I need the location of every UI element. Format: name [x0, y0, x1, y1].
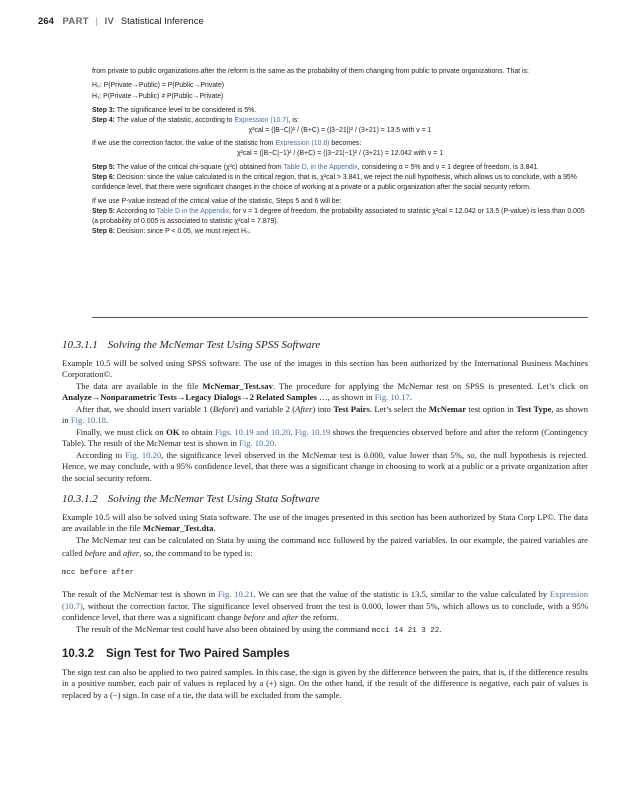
code-snippet: mcc before after	[62, 568, 135, 577]
part-numeral: IV	[104, 16, 115, 27]
figure-link[interactable]: Fig. 10.20	[125, 449, 162, 460]
paragraph: The McNemar test can be calculated on Stata by using the command mcc followed by the paired variables. In our example, the paired variables are called before and after, so, the command to be typed is:	[62, 534, 588, 558]
part-label: PART	[62, 16, 89, 27]
table-d-appendix-link[interactable]: Table D in the Appendix	[156, 207, 230, 215]
step-6: Step 6: Decision: since the value calculated is in the critical region, that is, χ²cal > 3.841, we reject the null hypothesis, which allows us to conclude, with a 95% confidence level, that there were significant changes in the choice of working at a private or a public organization after the social security reform.	[92, 174, 577, 192]
box-bottom-rule	[92, 317, 588, 318]
expression-10-8-link[interactable]: Expression (10.8)	[275, 140, 330, 148]
paragraph: Example 10.5 will also be solved using Stata software. The use of the images presented in this section has been authorized by Stata Corp LP©. The data are available in the file McNemar_Test.dta.	[62, 511, 588, 533]
paragraph: The sign test can also be applied to two paired samples. In this case, the sign is given by the difference between the pairs, that is, if the difference results in a positive number, each pair of values is replaced by a (+) sign. On the other hand, if the result of the difference is negative, each pair of values is replaced by a (−) sign. In case of a tie, the data will be excluded from the sample.	[62, 666, 588, 700]
step-5: Step 5: The value of the critical chi-square (χ²c) obtained from Table D, in the Appendix, considering α = 5% and ν = 1 degree of freedom, is 3.841.	[92, 164, 540, 172]
pvalue-step-5: Step 5: According to Table D in the Appendix, for ν = 1 degree of freedom, the probability associated to statistic χ²cal = 12.042 or 13.5 (P-value) is less than 0.005 (a probability of 0.005 is associated to statistic χ²cal = 7.879).	[92, 207, 585, 225]
paragraph: Finally, we must click on OK to obtain Figs. 10.19 and 10.20. Fig. 10.19 shows the frequencies observed before and after the reform (Contingency Table). The result of the McNemar test is shown in Fig. 10.20.	[62, 426, 589, 448]
paragraph: The result of the McNemar test could have also been obtained by using the command mcci 14 21 3 22.	[76, 623, 442, 635]
paragraph: The result of the McNemar test is shown in Fig. 10.21. We can see that the value of the statistic is 13.5, similar to the value calculated by Expression (10.7), without the correction factor. The significance level observed from the test is 0.000, lower than 5%, which allows us to conclude, with a 95% confidence level, that there was a significant change before and after the reform.	[62, 589, 589, 622]
pvalue-intro: If we use P-value instead of the critical value of the statistic, Steps 5 and 6 will be:	[92, 197, 342, 205]
expression-10-7-link[interactable]: Expression (10.7)	[234, 116, 289, 124]
figure-link[interactable]: Fig. 10.20	[239, 438, 275, 448]
paragraph: After that, we should insert variable 1 (Before) and variable 2 (After) into Test Pairs. Let’s select the McNemar test option in Test Type, as shown in Fig. 10.18.	[62, 403, 588, 425]
alt-hypothesis: H₁: P(Private→Public) ≠ P(Public→Private)	[92, 92, 224, 100]
figure-link[interactable]: Fig. 10.18	[70, 415, 106, 425]
figure-link[interactable]: Fig. 10.17	[374, 392, 410, 402]
pvalue-step-6: Step 6: Decision: since P < 0.05, we must reject H₀.	[92, 227, 251, 235]
null-hypothesis: H₀: P(Private→Public) = P(Public→Private)	[92, 81, 225, 89]
part-title: Statistical Inference	[120, 16, 204, 27]
equation-corrected: χ²cal = (|B−C|−1)² / (B+C) = (|3−21|−1)² / (3+21) = 12.042 with ν = 1	[236, 150, 444, 158]
figure-link[interactable]: Fig. 10.21	[217, 589, 254, 599]
box-intro: from private to public organizations after the reform is the same as the probability of them changing from public to private organizations. That is:	[92, 68, 529, 75]
figure-link[interactable]: Fig. 10.19	[294, 426, 331, 437]
main-text	[62, 340, 588, 701]
step-3: Step 3: The significance level to be considered is 5%.	[92, 106, 257, 114]
figure-link[interactable]: Figs. 10.19 and 10.20	[214, 426, 291, 437]
running-header	[38, 16, 204, 27]
expression-link[interactable]: Expression (10.7)	[62, 589, 589, 611]
correction-text: If we use the correction factor, the value of the statistic from Expression (10.8) becomes:	[92, 140, 362, 148]
equation-uncorrected: χ²cal = (|B−C|)² / (B+C) = (|3−21|)² / (3+21) = 13.5 with ν = 1	[248, 126, 432, 134]
paragraph: Example 10.5 will be solved using SPSS software. The use of the images in this section has been authorized by the International Business Machines Corporation©.	[62, 357, 588, 379]
paragraph: According to Fig. 10.20, the significance level observed in the McNemar test is 0.000, value lower than 5%, so, the null hypothesis is rejected. Hence, we may conclude, with a 95% confidence level, that there was a significant change in choosing to work at a public or a private organization after the social security reform.	[62, 449, 588, 483]
section-heading-stata: 10.3.1.2 Solving the McNemar Test Using Stata Software	[62, 493, 320, 505]
header-separator: |	[95, 16, 98, 27]
step-4: Step 4: The value of the statistic, according to Expression (10.7), is:	[92, 116, 300, 124]
paragraph: The data are available in the file McNemar_Test.sav. The procedure for applying the McNemar test on SPSS is presented. Let’s click on Analyze→Nonparametric Tests→Legacy Dialogs→2 Related Samples …, as shown in Fig. 10.17.	[62, 380, 588, 402]
table-d-link[interactable]: Table D, in the Appendix	[283, 164, 358, 172]
worked-example-box	[92, 67, 588, 237]
page-number: 264	[38, 16, 54, 27]
section-heading-sign-test: 10.3.2 Sign Test for Two Paired Samples	[62, 648, 290, 660]
section-heading-spss: 10.3.1.1 Solving the McNemar Test Using SPSS Software	[62, 339, 321, 351]
